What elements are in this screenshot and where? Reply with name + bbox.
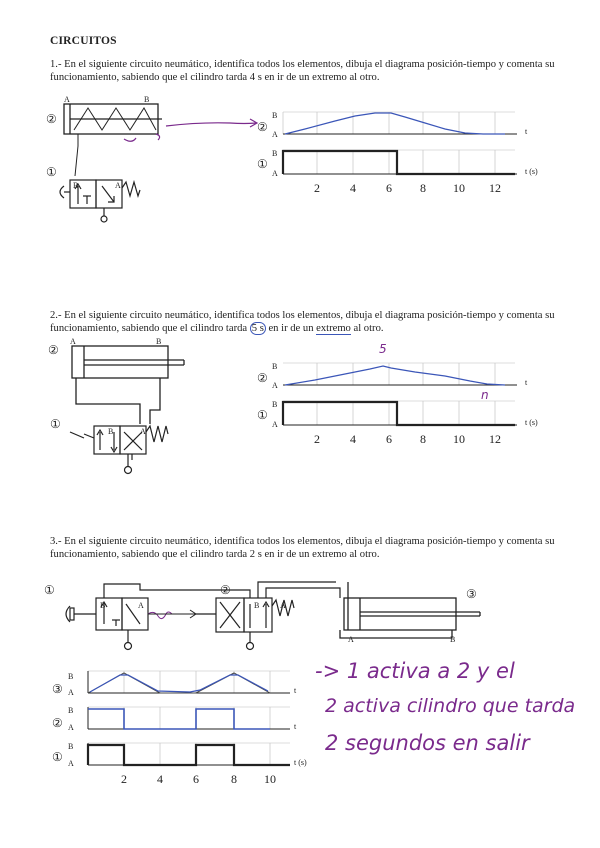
ex3-cylinder <box>340 582 480 638</box>
svg-text:B: B <box>254 601 260 610</box>
svg-text:t (s): t (s) <box>525 167 538 176</box>
ex1-handwritten-arrow <box>124 119 257 141</box>
svg-text:8: 8 <box>420 432 426 446</box>
ex3-label-1: ① <box>44 583 55 597</box>
exercise-2-chart <box>255 342 580 451</box>
svg-text:A: A <box>68 723 74 732</box>
svg-text:t: t <box>525 378 528 387</box>
svg-text:6: 6 <box>386 432 392 446</box>
svg-text:8: 8 <box>231 772 237 786</box>
ex1-label-1: ① <box>46 165 57 179</box>
svg-text:A: A <box>115 181 121 190</box>
ex1-row-label-2: ② <box>257 120 268 134</box>
svg-text:A: A <box>348 635 354 644</box>
exercise-1-chart <box>255 104 580 200</box>
svg-text:t (s): t (s) <box>525 418 538 427</box>
svg-text:B: B <box>68 672 74 681</box>
svg-text:8: 8 <box>420 181 426 195</box>
ex3-label-2: ② <box>220 583 231 597</box>
ex3-row-label-1: ① <box>52 750 63 764</box>
ex2-row-label-2: ② <box>257 371 268 385</box>
ex2-label-2: ② <box>48 343 59 357</box>
svg-text:6: 6 <box>386 181 392 195</box>
svg-text:10: 10 <box>264 772 276 786</box>
svg-text:B: B <box>68 706 74 715</box>
svg-text:12: 12 <box>489 181 501 195</box>
svg-text:2: 2 <box>314 432 320 446</box>
svg-text:4: 4 <box>350 432 356 446</box>
ex1-pen-curve <box>285 113 505 134</box>
svg-text:A: A <box>70 337 76 346</box>
svg-text:12: 12 <box>489 432 501 446</box>
ex2-label-1: ① <box>50 417 61 431</box>
svg-text:A: A <box>68 759 74 768</box>
svg-text:A: A <box>68 688 74 697</box>
svg-text:10: 10 <box>453 181 465 195</box>
svg-text:A: A <box>272 420 278 429</box>
svg-text:B: B <box>272 149 278 158</box>
ex2-row-label-1: ① <box>257 408 268 422</box>
svg-text:2 segundos en salir: 2 segundos en salir <box>325 731 530 755</box>
svg-text:4: 4 <box>157 772 163 786</box>
ex3-hw-squiggle <box>148 612 172 619</box>
ex2-hw-5: 5 <box>379 342 387 356</box>
ex2-cylinder <box>72 346 184 424</box>
ex3-handwritten-note <box>315 650 595 760</box>
svg-text:B: B <box>450 635 456 644</box>
svg-text:4: 4 <box>350 181 356 195</box>
svg-text:B: B <box>108 427 114 436</box>
circled-value: 5 s <box>251 323 264 334</box>
svg-text:B: B <box>272 111 278 120</box>
svg-text:-> 1 activa a 2 y el: -> 1 activa a 2 y el <box>315 659 515 683</box>
exercise-2-circuit <box>40 338 290 488</box>
svg-text:B: B <box>272 362 278 371</box>
ex3-label-3: ③ <box>466 587 477 601</box>
svg-text:A: A <box>272 169 278 178</box>
svg-text:B: B <box>100 601 106 610</box>
ex1-valve <box>60 180 140 222</box>
svg-text:10: 10 <box>453 432 465 446</box>
svg-text:2: 2 <box>121 772 127 786</box>
svg-text:A: A <box>138 601 144 610</box>
svg-text:A: A <box>272 381 278 390</box>
exercise-1-statement: 1.- En el siguiente circuito neumático, identifica todos los elementos, dibuja el diagrama posición-tiempo y comenta su funcionamiento, sabiendo que el cilindro tarda 4 s en ir de un extremo al otro. <box>50 59 555 83</box>
svg-text:t (s): t (s) <box>294 758 307 767</box>
exercise-3-statement: 3.- En el siguiente circuito neumático, identifica todos los elementos, dibuja el diagrama posición-tiempo y comenta su funcionamiento, sabiendo que el cilindro tarda 2 s en ir de un extremo al otro. <box>50 536 555 560</box>
ex2-valve <box>70 426 168 474</box>
page-title: CIRCUITOS <box>50 35 117 47</box>
svg-text:B: B <box>272 400 278 409</box>
svg-text:6: 6 <box>193 772 199 786</box>
svg-text:B: B <box>144 95 150 104</box>
svg-text:2: 2 <box>314 181 320 195</box>
svg-text:t: t <box>525 127 528 136</box>
svg-text:A: A <box>64 95 70 104</box>
svg-text:B: B <box>73 181 79 190</box>
ex3-valve-2 <box>196 582 340 650</box>
svg-text:B: B <box>156 337 162 346</box>
ex3-row-label-3: ③ <box>52 682 63 696</box>
underlined-word: extremo <box>316 323 351 334</box>
ex2-hw-n: n <box>481 388 489 402</box>
ex1-row-label-1: ① <box>257 157 268 171</box>
svg-text:t: t <box>294 722 297 731</box>
svg-text:A: A <box>280 601 286 610</box>
svg-text:B: B <box>68 742 74 751</box>
ex1-label-2: ② <box>46 112 57 126</box>
ex2-pen-curve <box>285 366 505 385</box>
svg-text:2 activa cilindro que tarda: 2 activa cilindro que tarda <box>325 695 576 717</box>
svg-text:A: A <box>140 427 146 436</box>
exercise-3-circuit <box>40 578 550 658</box>
svg-text:t: t <box>294 686 297 695</box>
svg-text:A: A <box>272 130 278 139</box>
exercise-1-circuit <box>40 96 290 226</box>
ex3-row-label-2: ② <box>52 716 63 730</box>
ex1-cylinder <box>64 104 162 134</box>
exercise-2-statement: 2.- En el siguiente circuito neumático, identifica todos los elementos, dibuja el diagrama posición-tiempo y comenta su funcionamiento, sabiendo que el cilindro tarda 5 s en ir de un extremo al otro. <box>50 310 555 334</box>
exercise-3-chart <box>50 665 330 793</box>
